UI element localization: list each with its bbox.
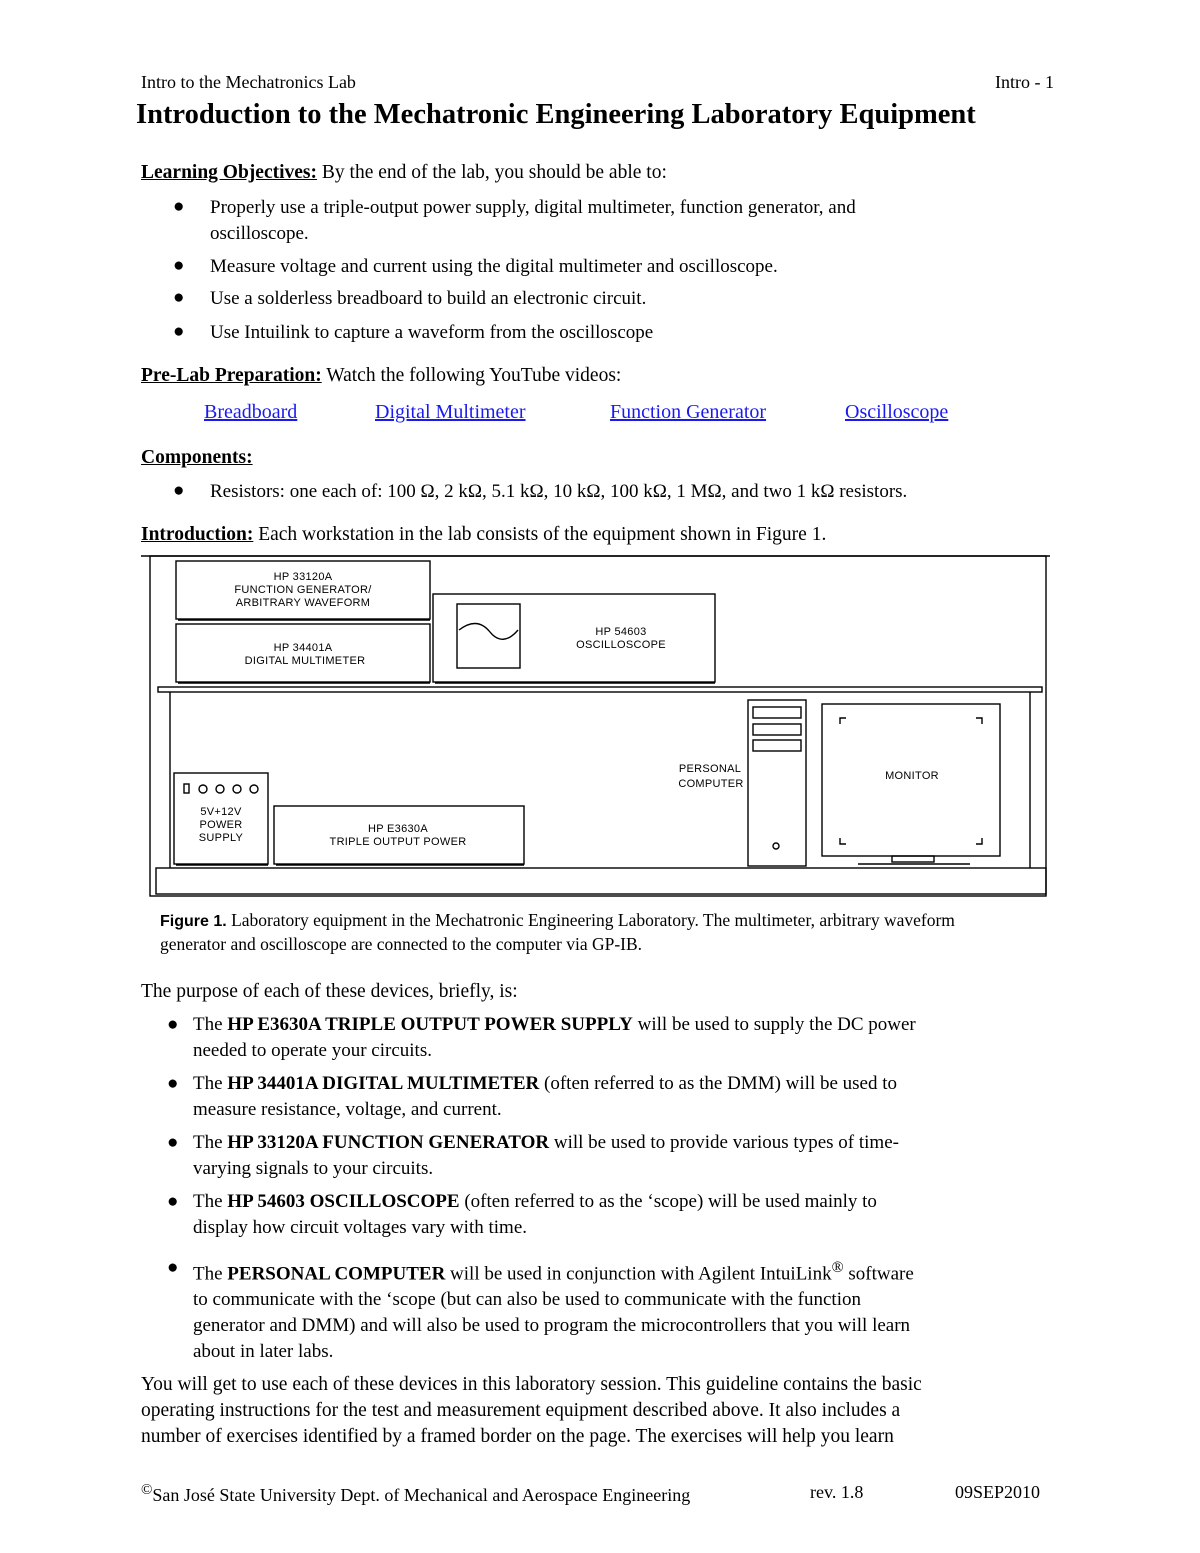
purpose-line: generator and DMM) and will also be used to program the microcontrollers that you will learn [193,1315,911,1337]
pc-tower [748,700,806,866]
fg-label-3: ARBITRARY WAVEFORM [235,597,371,609]
pc-label-2: COMPUTER [678,778,744,790]
figure-caption-label: Figure 1. [160,913,227,930]
purpose-pre: The [193,1132,228,1153]
purpose-line2: measure resistance, voltage, and current. [193,1099,502,1120]
fg-label-2: FUNCTION GENERATOR/ [234,584,372,596]
ps5-label-1: 5V+12V [200,806,242,818]
figure-caption-text: Laboratory equipment in the Mechatronic Engineering Laboratory. The multimeter, arbitrary waveform generator and oscilloscope are connected to the computer via GP-IB. [160,910,955,954]
scope-label-1: HP 54603 [595,626,647,638]
objective-item: Measure voltage and current using the digital multimeter and oscilloscope. [210,256,778,277]
purpose-post: will be used to supply the DC power [632,1014,916,1035]
purpose-line: about in later labs. [193,1341,334,1363]
prelab-lead: Watch the following YouTube videos: [321,365,622,386]
purpose-device-name: PERSONAL COMPUTER [227,1263,446,1285]
purpose-post: software [843,1263,914,1285]
purpose-item-pc [193,1255,914,1365]
registered-mark: ® [831,1259,844,1276]
bullet-icon: ● [173,287,185,308]
waveform-trace [459,623,518,639]
purpose-device-name: HP 54603 OSCILLOSCOPE [227,1191,460,1212]
purpose-device-name: HP 34401A DIGITAL MULTIMETER [227,1073,540,1094]
dmm-label-1: HP 34401A [273,642,333,654]
closing-paragraph [141,1372,922,1450]
scope-label-2: OSCILLOSCOPE [576,639,666,651]
bullet-icon: ● [167,1191,179,1212]
shelf [158,687,1042,692]
footer-org-text: San José State University Dept. of Mechanical and Aerospace Engineering [152,1485,691,1505]
purpose-post: (often referred to as the DMM) will be used to [539,1073,898,1094]
purpose-post: will be used to provide various types of time- [549,1132,899,1153]
introduction-lead: Each workstation in the lab consists of the equipment shown in Figure 1. [253,524,827,545]
monitor-label: MONITOR [885,770,939,782]
oscilloscope-box [433,594,715,682]
purpose-line2: display how circuit voltages vary with time. [193,1217,528,1238]
purpose-lead: The purpose of each of these devices, briefly, is: [141,981,518,1002]
objective-item: Use a solderless breadboard to build an electronic circuit. [210,288,647,309]
purpose-item-function-generator [193,1130,899,1182]
bullet-icon: ● [167,1257,179,1278]
figure-caption [160,909,1020,956]
ps5-label-3: SUPPLY [198,832,244,844]
triple-power-supply-box [274,806,524,864]
footer-date: 09SEP2010 [955,1482,1041,1502]
component-item: Resistors: one each of: 100 Ω, 2 kΩ, 5.1 kΩ, 10 kΩ, 100 kΩ, 1 MΩ, and two 1 kΩ resistors. [210,481,908,502]
purpose-line2: needed to operate your circuits. [193,1040,432,1061]
bench-bottom [156,868,1046,894]
purpose-post: will be used in conjunction with Agilent IntuiLink [445,1263,832,1285]
triple-label-1: HP E3630A [368,823,428,835]
objectives-lead: By the end of the lab, you should be able to: [317,162,667,183]
purpose-item-dmm [193,1071,897,1123]
objective-item: Use Intuilink to capture a waveform from the oscilloscope [210,322,654,343]
purpose-pre: The [193,1014,228,1035]
footer-org [141,1482,690,1506]
link-function-generator[interactable]: Function Generator [610,401,767,423]
running-header-right: Intro - 1 [995,72,1054,92]
components-heading: Components: [141,447,253,468]
running-header-left: Intro to the Mechatronics Lab [141,72,356,92]
bullet-icon: ● [173,196,185,217]
purpose-item-oscilloscope [193,1189,877,1241]
link-oscilloscope[interactable]: Oscilloscope [845,401,949,423]
introduction-heading: Introduction: [141,524,254,545]
bullet-icon: ● [167,1073,179,1094]
link-breadboard[interactable]: Breadboard [204,401,298,423]
closing-line: You will get to use each of these devices in this laboratory session. This guideline contains the basic [141,1374,922,1395]
purpose-line2: varying signals to your circuits. [193,1158,434,1179]
purpose-pre: The [193,1191,228,1212]
purpose-line: to communicate with the ‘scope (but can also be used to communicate with the function [193,1289,861,1311]
copyright-mark: © [141,1482,153,1498]
bullet-icon: ● [167,1132,179,1153]
closing-line: operating instructions for the test and measurement equipment described above. It also includes a [141,1400,901,1421]
ps5-label-2: POWER [199,819,243,831]
pc-label-1: PERSONAL [678,763,742,775]
purpose-device-name: HP E3630A TRIPLE OUTPUT POWER SUPPLY [227,1014,633,1035]
bullet-icon: ● [167,1014,179,1035]
purpose-pre: The [193,1263,228,1285]
fg-label-1: HP 33120A [273,571,333,583]
document-title: Introduction to the Mechatronic Engineering Laboratory Equipment [136,99,976,130]
bullet-icon: ● [173,480,185,501]
triple-label-2: TRIPLE OUTPUT POWER [329,836,467,848]
bullet-icon: ● [173,255,185,276]
purpose-item-power-supply [193,1012,916,1064]
objectives-heading: Learning Objectives: [141,162,318,183]
objective-line: oscilloscope. [210,223,309,244]
closing-line: number of exercises identified by a framed border on the page. The exercises will help you learn [141,1426,894,1447]
link-digital-multimeter[interactable]: Digital Multimeter [375,401,526,423]
footer-rev: rev. 1.8 [810,1482,864,1502]
bullet-icon: ● [173,321,185,342]
purpose-device-name: HP 33120A FUNCTION GENERATOR [227,1132,550,1153]
objective-line: Properly use a triple-output power supply, digital multimeter, function generator, and [210,197,856,218]
dmm-label-2: DIGITAL MULTIMETER [244,655,366,667]
prelab-heading: Pre-Lab Preparation: [141,365,322,386]
purpose-post: (often referred to as the ‘scope) will be used mainly to [459,1191,877,1212]
purpose-pre: The [193,1073,228,1094]
